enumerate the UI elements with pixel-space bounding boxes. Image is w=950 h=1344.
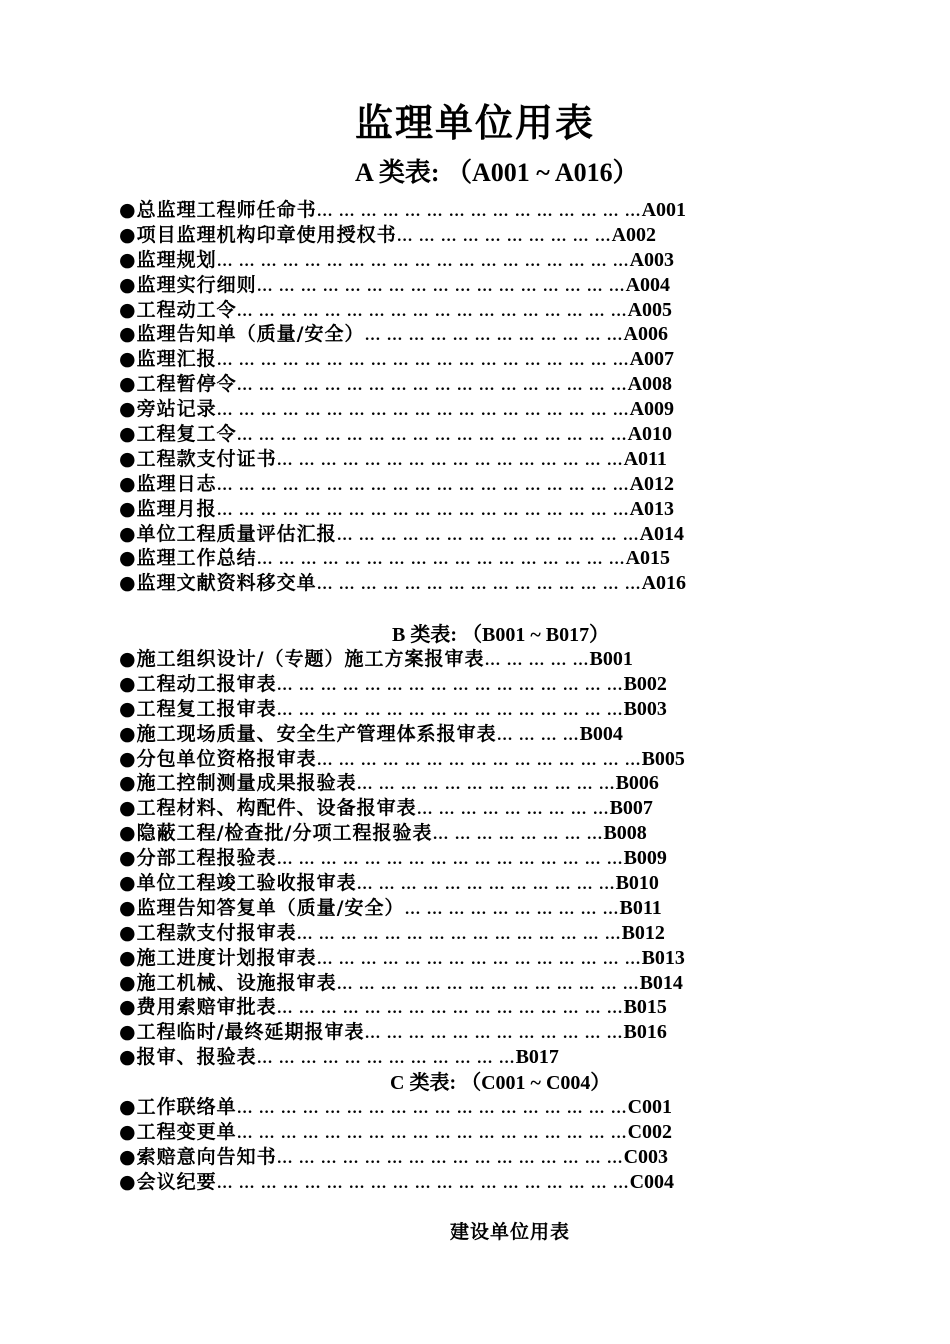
- list-item: [119, 198, 719, 223]
- footer-subtitle: 建设单位用表: [450, 1221, 571, 1243]
- item-code: C001: [627, 1096, 673, 1118]
- item-code: A015: [625, 547, 671, 570]
- leader-dots: … … … … … … … … … … … … … …: [336, 526, 640, 544]
- list-item: [119, 1170, 719, 1195]
- item-title: ●监理工作总结: [119, 547, 257, 570]
- item-code: A016: [641, 572, 687, 595]
- item-title: ●施工控制测量成果报验表: [119, 772, 357, 795]
- item-title: ●施工现场质量、安全生产管理体系报审表: [119, 722, 497, 745]
- item-code: B009: [623, 847, 667, 870]
- item-code: B017: [515, 1046, 559, 1069]
- item-code: C003: [623, 1145, 669, 1168]
- item-code: A004: [625, 273, 671, 296]
- list-item: [119, 372, 719, 397]
- leader-dots: … … … … … … … … … … … … … … … …: [276, 1000, 624, 1018]
- item-title: ●监理实行细则: [119, 273, 257, 296]
- item-title: ●会议纪要: [119, 1170, 217, 1193]
- item-title: ●工程临时/最终延期报审表: [119, 1021, 365, 1044]
- item-title: ●工程材料、构配件、设备报审表: [119, 797, 417, 820]
- item-code: C002: [627, 1120, 673, 1143]
- leader-dots: … … … … … … … … … … … … … … … …: [276, 851, 624, 869]
- item-code: B011: [619, 896, 662, 919]
- item-code: B010: [615, 872, 659, 895]
- section-a-heading: A 类表: （A001 ~ A016）: [355, 158, 639, 187]
- leader-dots: … … … … … … … … … … … … … … …: [316, 751, 642, 769]
- list-item: [119, 697, 719, 722]
- list-item: [119, 546, 719, 571]
- list-item: [119, 273, 719, 298]
- list-item: [119, 1045, 719, 1070]
- leader-dots: … … … … … … … … … … … … … … …: [296, 925, 622, 943]
- item-code: A014: [639, 522, 685, 545]
- item-code: A003: [629, 248, 675, 271]
- item-title: ●报审、报验表: [119, 1046, 257, 1069]
- item-title: ●工程款支付报审表: [119, 921, 297, 944]
- leader-dots: … … … … … … … … … … … … … … … … … …: [236, 427, 628, 445]
- item-title: ●工作联络单: [119, 1096, 237, 1118]
- leader-dots: … … … … … … … … … … … …: [364, 327, 624, 345]
- list-item: [119, 771, 719, 796]
- leader-dots: … … … … … … … … … … … … … … … …: [276, 676, 624, 694]
- leader-dots: … … … … … … … … … … … … … … … … …: [256, 551, 626, 569]
- list-item: [119, 946, 719, 971]
- item-title: ●费用索赔审批表: [119, 996, 277, 1019]
- item-title: ●施工进度计划报审表: [119, 946, 317, 969]
- section-c-heading: C 类表: （C001 ~ C004）: [390, 1072, 611, 1094]
- item-code: A012: [629, 472, 675, 495]
- list-item: [119, 522, 719, 547]
- list-item: [119, 298, 719, 323]
- item-title: ●施工组织设计/（专题）施工方案报审表: [119, 648, 485, 670]
- section-b-heading: B 类表: （B001 ~ B017）: [392, 624, 610, 646]
- item-code: A008: [627, 373, 673, 396]
- item-code: C004: [629, 1170, 675, 1193]
- leader-dots: … … … … … … … … … … … …: [356, 876, 616, 894]
- leader-dots: … … … … … … … … … … … …: [364, 1025, 624, 1043]
- item-title: ●工程暂停令: [119, 373, 237, 396]
- item-title: ●索赔意向告知书: [119, 1145, 277, 1168]
- list-item: [119, 995, 719, 1020]
- leader-dots: … … … … … … … … … … … … … … … … … …: [236, 1124, 628, 1142]
- item-title: ●监理日志: [119, 472, 217, 495]
- item-title: ●旁站记录: [119, 398, 217, 421]
- item-code: B015: [623, 996, 667, 1019]
- item-title: ●监理告知答复单（质量/安全）: [119, 896, 405, 919]
- item-code: B014: [639, 971, 683, 994]
- leader-dots: … … … … … … … … … … … … … … … …: [276, 1149, 624, 1167]
- leader-dots: … … … … … … … … … … … … … … … …: [276, 701, 624, 719]
- item-title: ●工程复工报审表: [119, 697, 277, 720]
- item-title: ●监理月报: [119, 497, 217, 520]
- item-code: B007: [609, 797, 653, 820]
- item-code: A011: [623, 447, 667, 470]
- list-item: [119, 447, 719, 472]
- item-title: ●总监理工程师任命书: [119, 199, 317, 221]
- list-item: [119, 1145, 719, 1170]
- item-code: A001: [641, 199, 687, 221]
- page-title: 监理单位用表: [354, 103, 595, 145]
- item-code: A009: [629, 398, 675, 421]
- item-title: ●监理告知单（质量/安全）: [119, 323, 365, 346]
- list-item: [119, 647, 719, 672]
- leader-dots: … … … … … … … … … … … … … … … … … … …: [216, 352, 630, 370]
- list-item: [119, 397, 719, 422]
- list-item: [119, 846, 719, 871]
- list-item: [119, 248, 719, 273]
- item-title: ●分包单位资格报审表: [119, 747, 317, 770]
- item-title: ●工程动工报审表: [119, 672, 277, 695]
- item-code: B001: [589, 648, 633, 670]
- list-item: [119, 1120, 719, 1145]
- item-code: A007: [629, 348, 675, 371]
- list-item: [119, 722, 719, 747]
- leader-dots: … … … … … … … … … … … … … … … … … …: [236, 302, 628, 320]
- leader-dots: … … … …: [496, 726, 580, 744]
- item-code: B008: [603, 822, 647, 845]
- item-code: A005: [627, 298, 673, 321]
- leader-dots: … … … … … … … … … … … … … …: [336, 975, 640, 993]
- item-code: B016: [623, 1021, 667, 1044]
- list-item: [119, 672, 719, 697]
- list-item: [119, 871, 719, 896]
- leader-dots: … … … … …: [484, 652, 590, 669]
- leader-dots: … … … … … … … … … … … … … … … … … … …: [216, 252, 630, 270]
- item-code: A010: [627, 423, 673, 446]
- item-title: ●监理汇报: [119, 348, 217, 371]
- leader-dots: … … … … … … … … … … … … … … …: [316, 576, 642, 594]
- leader-dots: … … … … … … … … … … … … … … … … … …: [236, 377, 628, 395]
- list-item: [119, 571, 719, 596]
- item-title: ●监理文献资料移交单: [119, 572, 317, 595]
- section-b-list: [119, 647, 719, 1070]
- list-item: [119, 497, 719, 522]
- item-title: ●工程变更单: [119, 1120, 237, 1143]
- item-code: A006: [623, 323, 668, 346]
- item-code: B006: [615, 772, 659, 795]
- list-item: [119, 921, 719, 946]
- leader-dots: … … … … … … … … … … … …: [356, 776, 616, 794]
- item-code: B003: [623, 697, 667, 720]
- list-item: [119, 796, 719, 821]
- item-code: A002: [611, 223, 657, 246]
- leader-dots: … … … … … … … … … … … … … … …: [316, 950, 642, 968]
- item-title: ●分部工程报验表: [119, 847, 277, 870]
- leader-dots: … … … … … … … … … … … … … … … … …: [256, 277, 626, 295]
- leader-dots: … … … … … … … … …: [416, 801, 610, 819]
- item-code: A013: [629, 497, 675, 520]
- leader-dots: … … … … … … … … … … … … … … … … … …: [236, 1100, 628, 1117]
- item-title: ●监理规划: [119, 248, 217, 271]
- item-code: B002: [623, 672, 667, 695]
- item-code: B013: [641, 946, 685, 969]
- section-a-list: [119, 198, 719, 596]
- leader-dots: … … … … … … … …: [432, 826, 604, 844]
- leader-dots: … … … … … … … … … … … … … … … … … … …: [216, 476, 630, 494]
- item-code: B012: [621, 921, 665, 944]
- leader-dots: … … … … … … … … … … … … … … … … … … …: [216, 402, 630, 420]
- item-code: B005: [641, 747, 685, 770]
- list-item: [119, 422, 719, 447]
- list-item: [119, 971, 719, 996]
- item-title: ●施工机械、设施报审表: [119, 971, 337, 994]
- item-title: ●工程动工令: [119, 298, 237, 321]
- list-item: [119, 322, 719, 347]
- list-item: [119, 821, 719, 846]
- leader-dots: … … … … … … … … … …: [396, 227, 612, 245]
- list-item: [119, 347, 719, 372]
- leader-dots: … … … … … … … … … …: [404, 900, 620, 918]
- section-c-list: [119, 1095, 719, 1195]
- item-title: ●单位工程竣工验收报审表: [119, 872, 357, 895]
- list-item: [119, 747, 719, 772]
- leader-dots: … … … … … … … … … … … … … … … … … … …: [216, 1174, 630, 1192]
- list-item: [119, 223, 719, 248]
- item-code: B004: [579, 722, 623, 745]
- item-title: ●工程款支付证书: [119, 447, 277, 470]
- list-item: [119, 1095, 719, 1120]
- item-title: ●单位工程质量评估汇报: [119, 522, 337, 545]
- item-title: ●项目监理机构印章使用授权书: [119, 223, 397, 246]
- item-title: ●隐蔽工程/检查批/分项工程报验表: [119, 822, 433, 845]
- list-item: [119, 1020, 719, 1045]
- list-item: [119, 896, 719, 921]
- leader-dots: … … … … … … … … … … … … … … … … … … …: [216, 501, 630, 519]
- leader-dots: … … … … … … … … … … … … … … …: [316, 203, 642, 220]
- leader-dots: … … … … … … … … … … … … … … … …: [276, 451, 624, 469]
- list-item: [119, 472, 719, 497]
- item-title: ●工程复工令: [119, 423, 237, 446]
- leader-dots: … … … … … … … … … … … …: [256, 1050, 516, 1068]
